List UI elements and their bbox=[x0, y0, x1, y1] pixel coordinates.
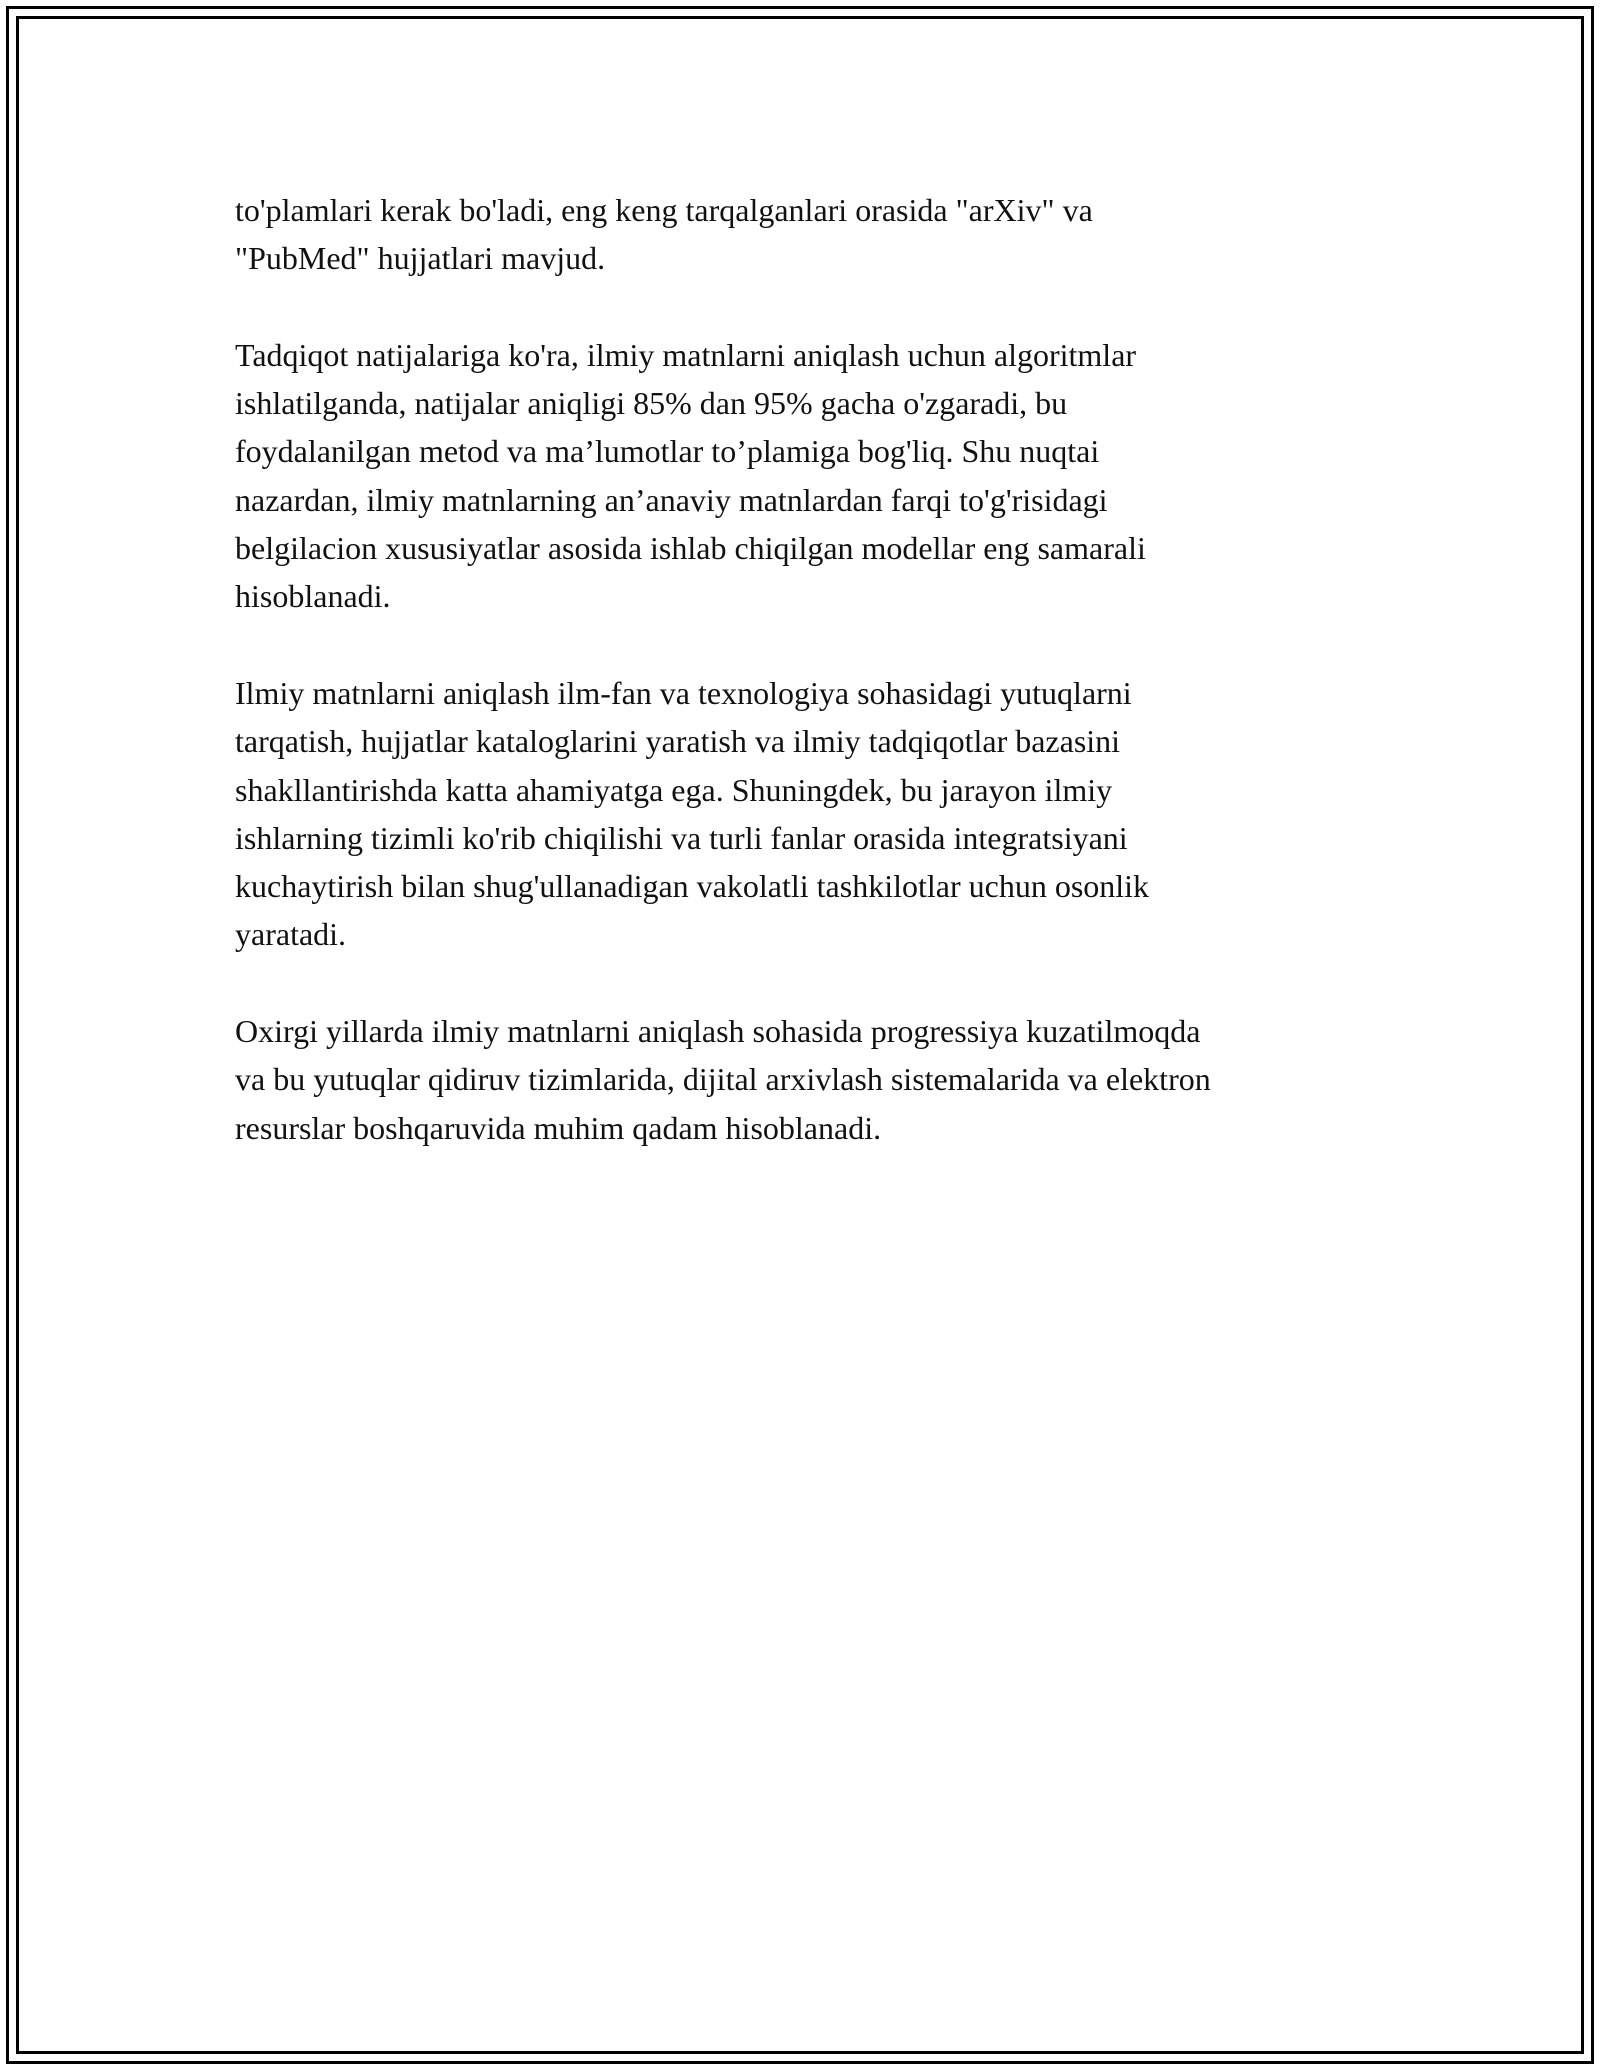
text-line: foydalanilgan metod va ma’lumotlar to’plamiga bog'liq. Shu nuqtai bbox=[235, 433, 1100, 470]
document-body bbox=[235, 186, 1375, 1200]
text-line: tarqatish, hujjatlar kataloglarini yaratish va ilmiy tadqiqotlar bazasini bbox=[235, 723, 1121, 760]
paragraph-4 bbox=[235, 1007, 1375, 1152]
text-line: shakllantirishda katta ahamiyatga ega. Shuningdek, bu jarayon ilmiy bbox=[235, 771, 1113, 808]
text-line: kuchaytirish bilan shug'ullanadigan vakolatli tashkilotlar uchun osonlik bbox=[235, 868, 1150, 905]
text-line: Ilmiy matnlarni aniqlash ilm-fan va texnologiya sohasidagi yutuqlarni bbox=[235, 674, 1132, 711]
paragraph-2 bbox=[235, 331, 1375, 621]
paragraph-3 bbox=[235, 669, 1375, 959]
text-line: Tadqiqot natijalariga ko'ra, ilmiy matnlarni aniqlash uchun algoritmlar bbox=[235, 336, 1137, 373]
text-line: belgilacion xususiyatlar asosida ishlab chiqilgan modellar eng samarali bbox=[235, 530, 1146, 567]
text-line: va bu yutuqlar qidiruv tizimlarida, dijital arxivlash sistemalarida va elektron bbox=[235, 1061, 1211, 1098]
text-line: to'plamlari kerak bo'ladi, eng keng tarqalganlari orasida "arXiv" va bbox=[235, 192, 1093, 228]
text-line: ishlatilganda, natijalar aniqligi 85% dan 95% gacha o'zgaradi, bu bbox=[235, 385, 1068, 422]
text-line: hisoblanadi. bbox=[235, 578, 391, 615]
paragraph-1 bbox=[235, 186, 1375, 283]
text-line: "PubMed" hujjatlari mavjud. bbox=[235, 240, 606, 277]
text-line: yaratadi. bbox=[235, 916, 347, 953]
text-line: Oxirgi yillarda ilmiy matnlarni aniqlash sohasida progressiya kuzatilmoqda bbox=[235, 1013, 1201, 1050]
text-line: resurslar boshqaruvida muhim qadam hisoblanadi. bbox=[235, 1109, 882, 1146]
text-line: ishlarning tizimli ko'rib chiqilishi va turli fanlar orasida integratsiyani bbox=[235, 819, 1128, 856]
text-line: nazardan, ilmiy matnlarning an’anaviy matnlardan farqi to'g'risidagi bbox=[235, 481, 1108, 518]
